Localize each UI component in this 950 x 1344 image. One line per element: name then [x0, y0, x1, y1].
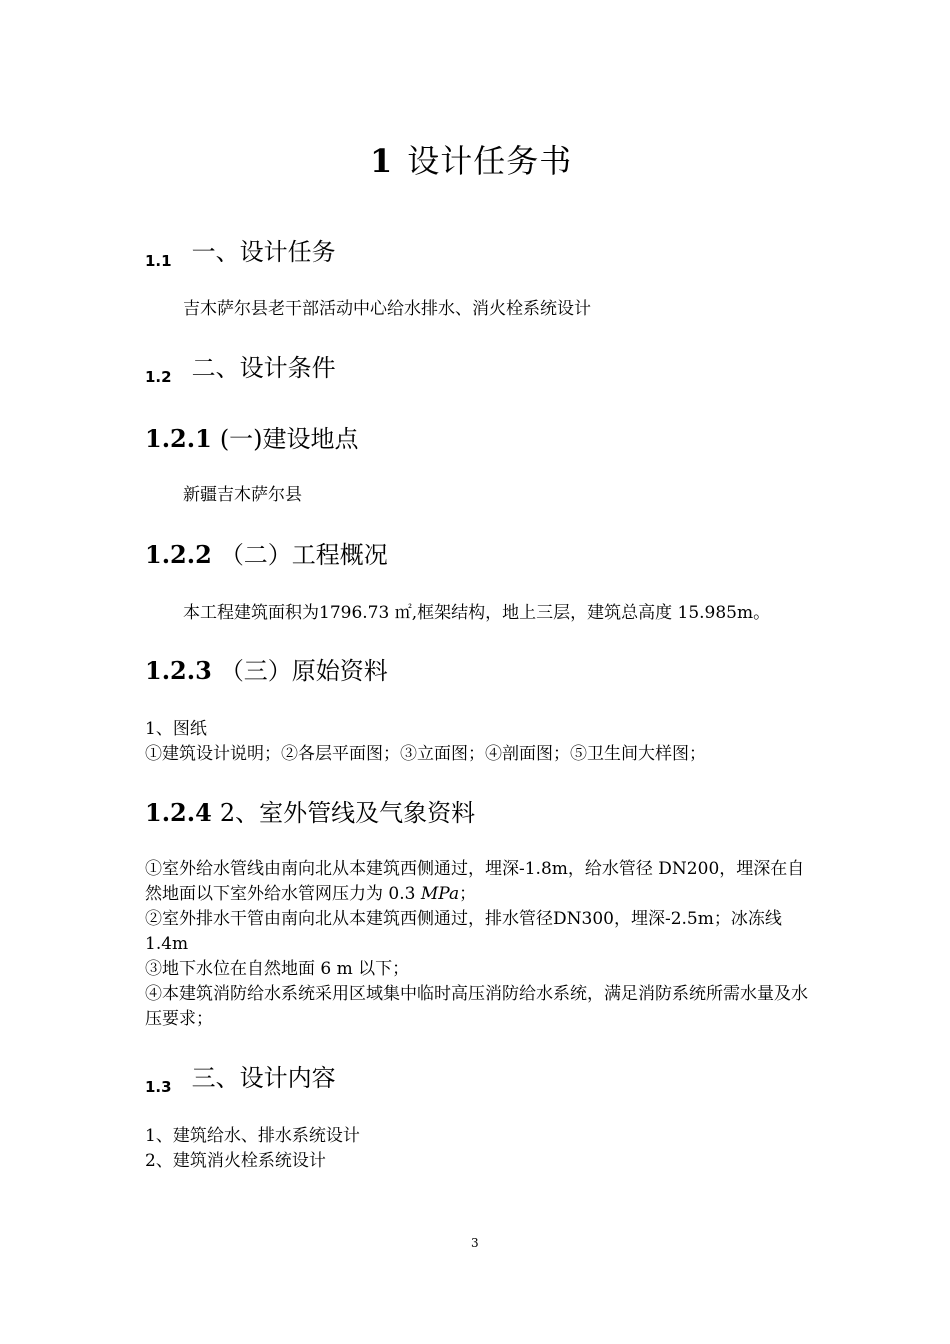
- section-1-2-1-text: 新疆吉木萨尔县: [183, 485, 302, 505]
- section-title: 二、设计条件: [191, 354, 336, 382]
- groundwater-line: ③地下水位在自然地面 6 m 以下；: [145, 959, 410, 979]
- water-supply-end: ；: [459, 884, 477, 904]
- site-data-paragraph: [145, 857, 811, 1032]
- subsection-title: （二）工程概况: [219, 541, 388, 569]
- section-title: 一、设计任务: [191, 238, 336, 266]
- subsection-number: 1.2.4: [145, 798, 212, 827]
- section-1-3-heading: [145, 1058, 336, 1096]
- design-content-item-2: 2、建筑消火栓系统设计: [145, 1151, 326, 1171]
- section-number: 1.2: [145, 368, 172, 386]
- section-1-2-1-heading: [145, 419, 359, 454]
- section-1-2-3-heading: [145, 651, 388, 686]
- section-1-2-2-heading: [145, 535, 388, 570]
- fire-system-line: ④本建筑消防给水系统采用区域集中临时高压消防给水系统，满足消防系统所需水量及水压要求；: [145, 984, 808, 1029]
- subsection-title: (一)建设地点: [219, 425, 359, 453]
- section-1-2-4-heading: [145, 793, 475, 828]
- drawings-item: 1、图纸: [145, 719, 207, 739]
- section-number: 1.1: [145, 252, 172, 270]
- chapter-title: 设计任务书: [407, 142, 573, 180]
- section-1-2-heading: [145, 348, 336, 386]
- section-title: 三、设计内容: [191, 1064, 336, 1092]
- subsection-number: 1.2.1: [145, 424, 212, 453]
- subsection-number: 1.2.2: [145, 540, 212, 569]
- water-supply-line: [145, 857, 811, 907]
- water-supply-text: ①室外给水管线由南向北从本建筑西侧通过，埋深-1.8m，给水管径 DN200，埋深在自然地面以下室外给水管网压力为 0.3: [145, 859, 805, 904]
- drawings-list: ①建筑设计说明；②各层平面图；③立面图；④剖面图；⑤卫生间大样图；: [145, 744, 706, 764]
- subsection-title: （三）原始资料: [219, 657, 388, 685]
- page-number: 3: [471, 1236, 479, 1250]
- section-1-1-heading: [145, 232, 336, 270]
- chapter-heading: [370, 136, 572, 182]
- section-number: 1.3: [145, 1078, 172, 1096]
- chapter-number: 1: [370, 142, 394, 180]
- section-1-2-2-text: 本工程建筑面积为1796.73 ㎡,框架结构，地上三层，建筑总高度 15.985m。: [183, 603, 771, 623]
- pressure-unit: MPa: [420, 884, 460, 904]
- subsection-number: 1.2.3: [145, 656, 212, 685]
- drainage-line: ②室外排水干管由南向北从本建筑西侧通过，排水管径DN300，埋深-2.5m；冰冻线 1.4m: [145, 909, 782, 954]
- subsection-title: 2、室外管线及气象资料: [219, 799, 476, 827]
- design-content-item-1: 1、建筑给水、排水系统设计: [145, 1126, 360, 1146]
- section-1-1-text: 吉木萨尔县老干部活动中心给水排水、消火栓系统设计: [183, 299, 591, 319]
